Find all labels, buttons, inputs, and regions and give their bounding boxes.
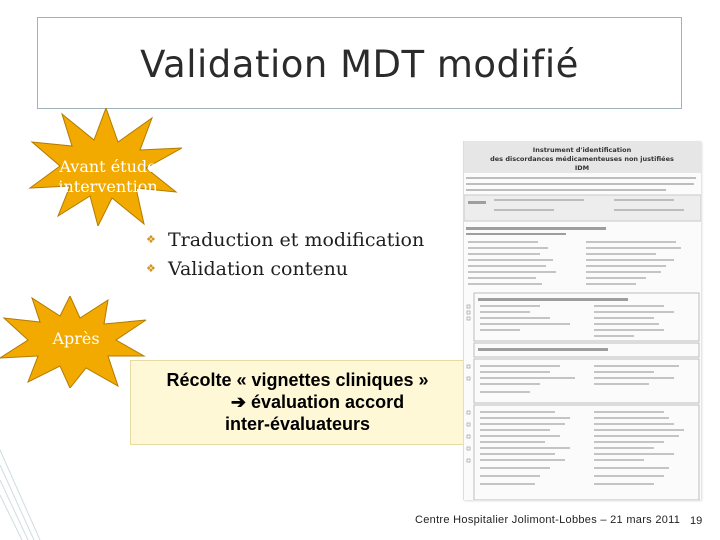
bullet-item-1 <box>146 225 424 254</box>
burst-after-label: Après <box>52 329 100 348</box>
burst-before-line1: Avant étude <box>59 157 157 176</box>
doc-header1: Instrument d'identification <box>532 146 632 154</box>
callout-text <box>131 369 464 435</box>
burst-before-line2: intervention <box>58 177 158 196</box>
doc-header3: IDM <box>574 164 590 172</box>
callout-box <box>130 360 465 445</box>
bullet-list <box>146 225 424 283</box>
form-scan-graphic <box>464 141 701 500</box>
callout-line3: inter-évaluateurs <box>224 414 371 434</box>
diamond-bullet-icon: ❖ <box>146 233 156 246</box>
bullet-text-2: Validation contenu <box>168 257 349 280</box>
doc-header2: des discordances médicamenteuses non justifiées <box>490 155 674 163</box>
arrow-right-icon: ➔ <box>230 392 246 412</box>
burst-before-label <box>48 157 168 197</box>
slide-title: Validation MDT modifié <box>140 43 579 86</box>
decorative-lines <box>0 430 60 540</box>
callout-line2-wrap <box>131 391 464 413</box>
callout-line1: Récolte « vignettes cliniques » <box>166 370 429 390</box>
page-number: 19 <box>690 515 703 527</box>
bullet-item-2 <box>146 254 424 283</box>
bullet-text-1: Traduction et modification <box>168 228 425 251</box>
callout-line2: évaluation accord <box>251 392 405 412</box>
form-scan-image <box>463 141 701 500</box>
title-frame <box>37 17 682 109</box>
footer-text: Centre Hospitalier Jolimont-Lobbes – 21 mars 2011 <box>415 514 681 526</box>
diamond-bullet-icon: ❖ <box>146 262 156 275</box>
